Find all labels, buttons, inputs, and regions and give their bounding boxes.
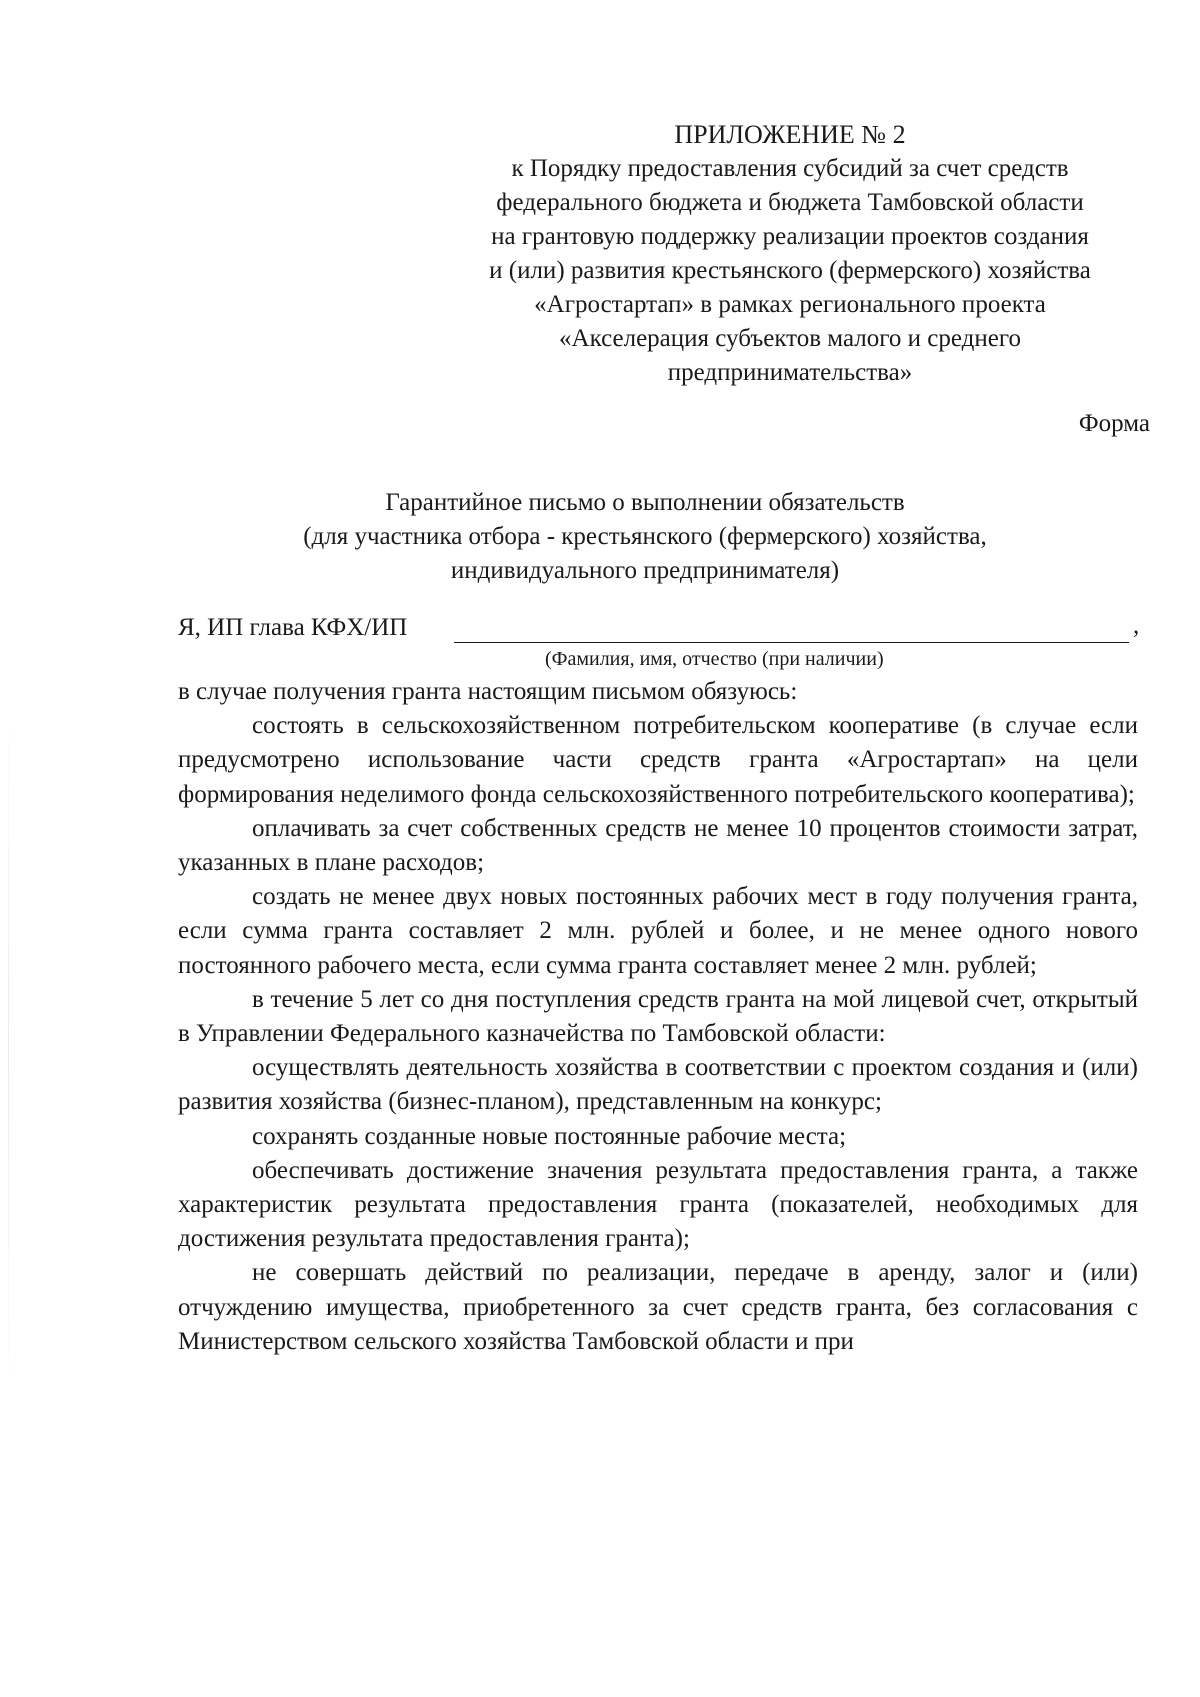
body-paragraph: создать не менее двух новых постоянных рабочих мест в году получения гранта, если сумма гранта составляет 2 млн. рублей и более, и не менее одного нового постоянного рабочего места, если сумма гранта составляет менее 2 млн. рублей; <box>178 883 1138 979</box>
body-paragraph: состоять в сельскохозяйственном потребительском кооперативе (в случае если предусмотрено использование части средств гранта «Агростартап» на цели формирования неделимого фонда сельскохозяйственного потребительского кооператива); <box>178 712 1138 808</box>
appendix-line: «Акселерация субъектов малого и среднего <box>559 325 1021 352</box>
appendix-line: к Порядку предоставления субсидий за счет средств <box>511 155 1069 182</box>
declarant-line <box>178 614 1138 650</box>
appendix-line: предпринимательства» <box>667 359 913 386</box>
obligations-body <box>178 675 1138 1359</box>
scan-edge-shadow <box>8 700 9 1400</box>
body-paragraph: сохранять созданные новые постоянные рабочие места; <box>252 1122 847 1150</box>
body-paragraph: оплачивать за счет собственных средств не менее 10 процентов стоимости затрат, указанных в плане расходов; <box>178 814 1138 877</box>
appendix-line: «Агростартап» в рамках регионального проекта <box>534 291 1046 318</box>
letter-title-line: индивидуального предпринимателя) <box>450 557 840 584</box>
body-paragraph: осуществлять деятельность хозяйства в соответствии с проектом создания и (или) развития хозяйства (бизнес-планом), представленным на конкурс; <box>178 1054 1138 1116</box>
declarant-comma: , <box>1133 612 1140 639</box>
body-paragraph: в случае получения гранта настоящим письмом обязуюсь: <box>178 678 798 705</box>
appendix-line: на грантовую поддержку реализации проектов создания <box>491 223 1089 250</box>
appendix-header <box>440 118 1140 390</box>
appendix-line: федерального бюджета и бюджета Тамбовской области <box>496 189 1084 216</box>
name-fill-line <box>454 642 1129 643</box>
letter-title-line: Гарантийное письмо о выполнении обязательств <box>385 489 905 516</box>
letter-title <box>170 486 1120 588</box>
letter-title-line: (для участника отбора - крестьянского (фермерского) хозяйства, <box>303 523 987 550</box>
declarant-label: Я, ИП глава КФХ/ИП <box>178 614 408 641</box>
body-paragraph: в течение 5 лет со дня поступления средств гранта на мой лицевой счет, открытый в Управлении Федерального казначейства по Тамбовской области: <box>178 985 1138 1048</box>
appendix-line: и (или) развития крестьянского (фермерского) хозяйства <box>489 257 1091 284</box>
body-paragraph: обеспечивать достижение значения результата предоставления гранта, а также характеристик результата предоставления гранта (показателей, необходимых для достижения результата предоставления гранта); <box>178 1156 1138 1253</box>
form-label: Форма <box>1078 410 1150 437</box>
body-paragraph: не совершать действий по реализации, передаче в аренду, залог и (или) отчуждению имущества, приобретенного за счет средств гранта, без согласования с Министерством сельского хозяйства Тамбовской области и при <box>178 1259 1138 1355</box>
name-fill-hint: (Фамилия, имя, отчество (при наличии) <box>545 648 884 670</box>
appendix-title: ПРИЛОЖЕНИЕ № 2 <box>674 120 906 149</box>
